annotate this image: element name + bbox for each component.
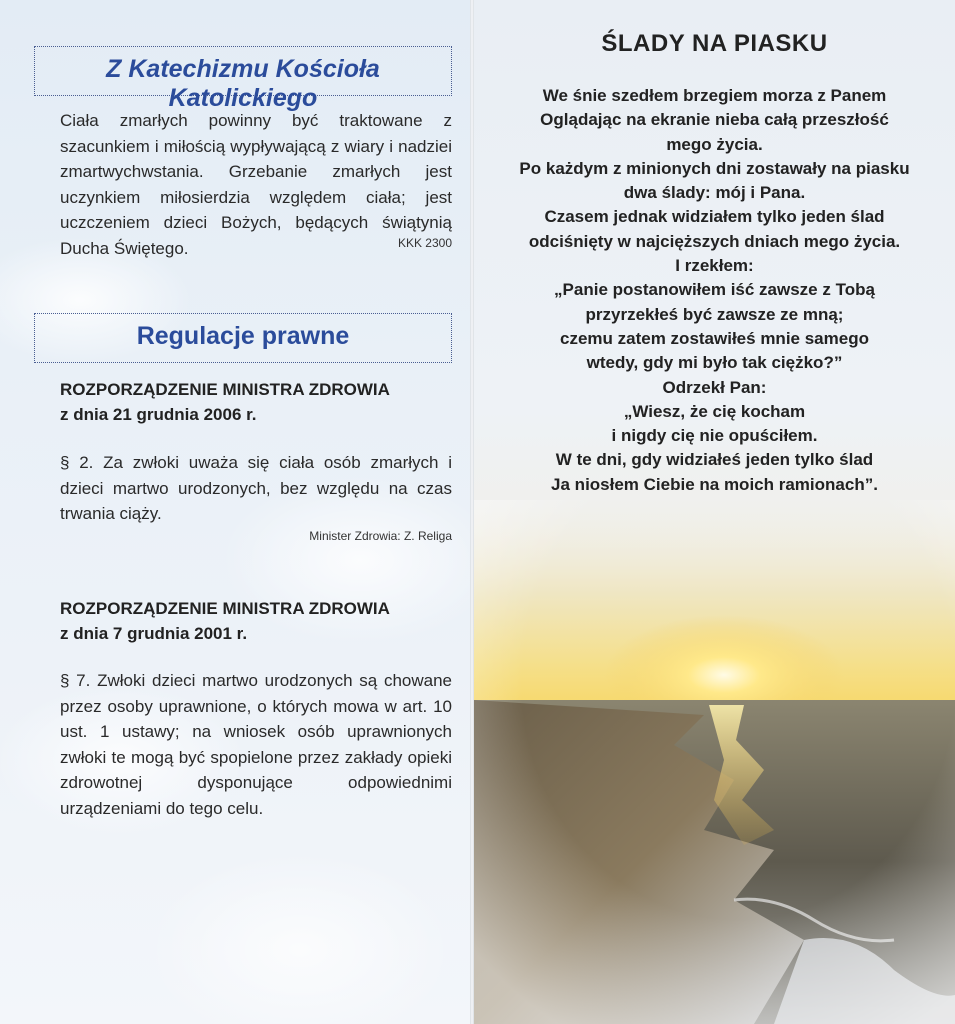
sunset-beach-image <box>474 500 955 1024</box>
poem-line: I rzekłem: <box>675 256 754 276</box>
poem-line: przyrzekłeś być zawsze ze mną; <box>585 304 844 324</box>
poem-line: mego życia. <box>666 134 763 154</box>
legal-heading: Regulacje prawne <box>136 322 350 350</box>
catechism-text: Ciała zmarłych powinny być traktowane z szacunkiem i miłością wypływającą z wiary i nadziei zmartwychwstania. Grzebanie zmarłych jest uczynkiem miłosierdzia względem ciała; jest uczczeniem dzieci Bożych, będących świątynią Ducha Świętego. <box>60 111 452 258</box>
regulation-1-text: § 2. Za zwłoki uważa się ciała osób zmarłych i dzieci martwo urodzonych, bez względu na czas trwania ciąży. <box>60 453 452 523</box>
poem-line: „Wiesz, że cię kocham <box>623 401 806 421</box>
image-vignette <box>474 500 955 1024</box>
poem-line: We śnie szedłem brzegiem morza z Panem <box>542 86 887 105</box>
legal-heading-box <box>34 313 452 363</box>
poem-line: Oglądając na ekranie nieba całą przeszłość <box>540 110 889 130</box>
poem-title: ŚLADY NA PIASKU <box>601 30 828 57</box>
regulation-2-title-line1: ROZPORZĄDZENIE MINISTRA ZDROWIA <box>60 599 390 618</box>
regulation-2-title <box>60 596 452 646</box>
poem-line: „Panie postanowiłem iść zawsze z Tobą <box>554 280 875 300</box>
catechism-heading-box <box>34 46 452 112</box>
poem-line: wtedy, gdy mi było tak ciężko?” <box>586 353 843 373</box>
regulation-1-title <box>60 377 452 427</box>
catechism-source: KKK 2300 <box>397 236 452 250</box>
catechism-heading: Z Katechizmu Kościoła Katolickiego <box>106 55 380 112</box>
poem-line: Odrzekł Pan: <box>662 377 767 397</box>
poem-line: W te dni, gdy widziałeś jeden tylko ślad <box>555 450 874 470</box>
regulation-1-title-line2: z dnia 21 grudnia 2006 r. <box>60 405 257 424</box>
regulation-2-title-line2: z dnia 7 grudnia 2001 r. <box>60 624 248 643</box>
poem-line: czemu zatem zostawiłeś mnie samego <box>560 328 869 348</box>
poem-line: Czasem jednak widziałem tylko jeden ślad <box>544 207 885 227</box>
poem-line: dwa ślady: mój i Pana. <box>623 183 806 203</box>
regulation-2-text: § 7. Zwłoki dzieci martwo urodzonych są chowane przez osoby uprawnione, o których mowa w art. 10 ust. 1 ustawy; na wniosek osób uprawnionych zwłoki te mogą być spopielone przez zakłady opieki zdrowotnej dysponujące odpowiednimi urządzeniami do tego celu. <box>60 671 452 818</box>
poem-line: odciśnięty w najcięższych dniach mego życia. <box>528 231 901 251</box>
poem-line: Po każdym z minionych dni zostawały na piasku <box>519 158 910 178</box>
poem-line: Ja niosłem Ciebie na moich ramionach”. <box>551 474 878 494</box>
right-panel <box>474 0 955 1024</box>
left-panel <box>0 0 470 1024</box>
regulation-1-signature: Minister Zdrowia: Z. Religa <box>309 529 452 543</box>
regulation-1-title-line1: ROZPORZĄDZENIE MINISTRA ZDROWIA <box>60 380 390 399</box>
poem-line: i nigdy cię nie opuściłem. <box>611 426 818 446</box>
poem-text <box>484 84 945 497</box>
